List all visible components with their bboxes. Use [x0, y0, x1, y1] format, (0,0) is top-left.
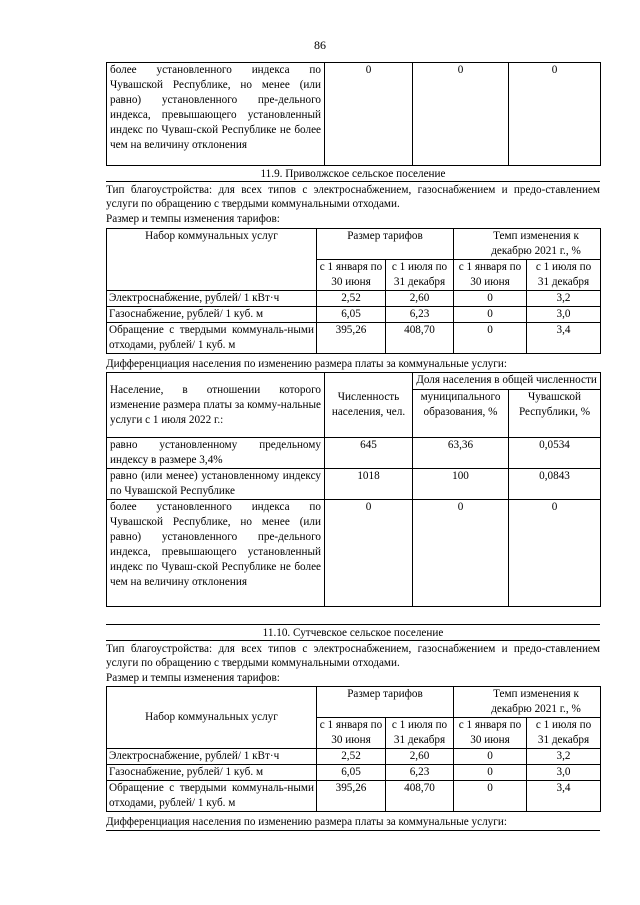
population-table-continuation: [106, 62, 601, 166]
table-row: [107, 749, 601, 765]
municipal-share: 100: [413, 469, 509, 500]
service-name: Электроснабжение, рублей/ 1 кВт·ч: [107, 291, 317, 307]
subheader-jan-jun: с 1 января по 30 июня: [454, 260, 527, 291]
tariff-value: 6,05: [317, 765, 386, 781]
municipal-share: 63,36: [413, 438, 509, 469]
tariff-intro-text: Размер и темпы изменения тарифов:: [106, 213, 280, 225]
tariff-value: 2,60: [386, 749, 454, 765]
rate-value: 0: [454, 307, 527, 323]
municipal-share: 0: [413, 500, 509, 607]
table-row: [107, 373, 601, 390]
rate-value: 0: [454, 749, 527, 765]
service-name: Газоснабжение, рублей/ 1 куб. м: [107, 307, 317, 323]
header-service-set: Набор коммунальных услуг: [107, 687, 317, 749]
tariff-value: 395,26: [317, 323, 386, 354]
rate-value: 0: [454, 781, 527, 812]
table-row: [107, 469, 601, 500]
page-number: 86: [314, 38, 326, 52]
republic-share: 0: [509, 63, 601, 166]
subheader-jan-jun: с 1 января по 30 июня: [317, 260, 386, 291]
header-service-set: Набор коммунальных услуг: [107, 229, 317, 291]
rate-value: 0: [454, 323, 527, 354]
header-municipal: муниципального образования, %: [413, 390, 509, 438]
header-tariff-size: Размер тарифов: [317, 687, 454, 718]
rate-value: 3,2: [527, 291, 601, 307]
population-label: более установленного индекса по Чувашской Республике, но менее (или равно) установленного пре-дельного индекса, превышающего установленный индекс по Чуваш-ской Республике не более чем на величину отклонения: [107, 63, 325, 166]
table-row: [107, 291, 601, 307]
rate-value: 3,0: [527, 765, 601, 781]
header-change-rate: Темп изменения к декабрю 2021 г., %: [454, 687, 601, 718]
subheader-jul-dec: с 1 июля по 31 декабря: [386, 260, 454, 291]
table-row: [107, 438, 601, 469]
tariff-table: [106, 686, 601, 812]
table-row: [107, 765, 601, 781]
table-row: [107, 500, 601, 607]
population-label: равно (или менее) установленному индексу по Чувашской Республике: [107, 469, 325, 500]
header-population: Население, в отношении которого изменение размера платы за комму-нальные услуги с 1 июля 2022 г.:: [107, 373, 325, 438]
tariff-value: 6,23: [386, 765, 454, 781]
republic-share: 0,0843: [509, 469, 601, 500]
republic-share: 0: [509, 500, 601, 607]
table-row: [107, 229, 601, 260]
rate-value: 3,0: [527, 307, 601, 323]
amenity-type-text: Тип благоустройства: для всех типов с электроснабжением, газоснабжением и предо-ставлением услуги по обращению с твердыми коммунальными отходами.: [106, 184, 600, 210]
republic-share: 0,0534: [509, 438, 601, 469]
population-count: 0: [325, 63, 413, 166]
tariff-value: 408,70: [386, 323, 454, 354]
table-row: [107, 781, 601, 812]
population-count: 0: [325, 500, 413, 607]
service-name: Обращение с твердыми коммуналь-ными отходами, рублей/ 1 куб. м: [107, 781, 317, 812]
subheader-jan-jun: с 1 января по 30 июня: [317, 718, 386, 749]
amenity-type-text: Тип благоустройства: для всех типов с электроснабжением, газоснабжением и предо-ставлением услуги по обращению с твердыми коммунальными отходами.: [106, 643, 600, 669]
tariff-value: 6,05: [317, 307, 386, 323]
table-row: [107, 687, 601, 718]
tariff-value: 6,23: [386, 307, 454, 323]
service-name: Обращение с твердыми коммуналь-ными отходами, рублей/ 1 куб. м: [107, 323, 317, 354]
subheader-jul-dec: с 1 июля по 31 декабря: [527, 718, 601, 749]
section-heading: 11.10. Сутчевское сельское поселение: [106, 624, 600, 641]
rate-value: 3,4: [527, 323, 601, 354]
service-name: Электроснабжение, рублей/ 1 кВт·ч: [107, 749, 317, 765]
population-table: [106, 372, 601, 607]
section-heading: 11.9. Приволжское сельское поселение: [106, 165, 600, 182]
table-row: [107, 323, 601, 354]
population-count: 645: [325, 438, 413, 469]
population-label: более установленного индекса по Чувашской Республике, но менее (или равно) установленного пре-дельного индекса, превышающего установленный индекс по Чуваш-ской Республике не более чем на величину отклонения: [107, 500, 325, 607]
header-tariff-size: Размер тарифов: [317, 229, 454, 260]
differentiation-text: Дифференциация населения по изменению размера платы за коммунальные услуги:: [106, 358, 507, 370]
tariff-value: 2,52: [317, 749, 386, 765]
tariff-value: 2,52: [317, 291, 386, 307]
header-population-count: Численность населения, чел.: [325, 373, 413, 438]
rate-value: 0: [454, 291, 527, 307]
differentiation-text: Дифференциация населения по изменению размера платы за коммунальные услуги:: [106, 815, 600, 831]
tariff-table: [106, 228, 601, 354]
header-change-rate: Темп изменения к декабрю 2021 г., %: [454, 229, 601, 260]
tariff-value: 408,70: [386, 781, 454, 812]
table-row: [107, 63, 601, 166]
rate-value: 3,2: [527, 749, 601, 765]
tariff-value: 2,60: [386, 291, 454, 307]
header-republic: Чувашской Республики, %: [509, 390, 601, 438]
subheader-jul-dec: с 1 июля по 31 декабря: [527, 260, 601, 291]
tariff-intro-text: Размер и темпы изменения тарифов:: [106, 672, 280, 684]
subheader-jan-jun: с 1 января по 30 июня: [454, 718, 527, 749]
subheader-jul-dec: с 1 июля по 31 декабря: [386, 718, 454, 749]
table-row: [107, 307, 601, 323]
population-count: 1018: [325, 469, 413, 500]
municipal-share: 0: [413, 63, 509, 166]
population-label: равно установленному предельному индексу в размере 3,4%: [107, 438, 325, 469]
rate-value: 3,4: [527, 781, 601, 812]
tariff-value: 395,26: [317, 781, 386, 812]
rate-value: 0: [454, 765, 527, 781]
header-population-share: Доля населения в общей численности: [413, 373, 601, 390]
service-name: Газоснабжение, рублей/ 1 куб. м: [107, 765, 317, 781]
